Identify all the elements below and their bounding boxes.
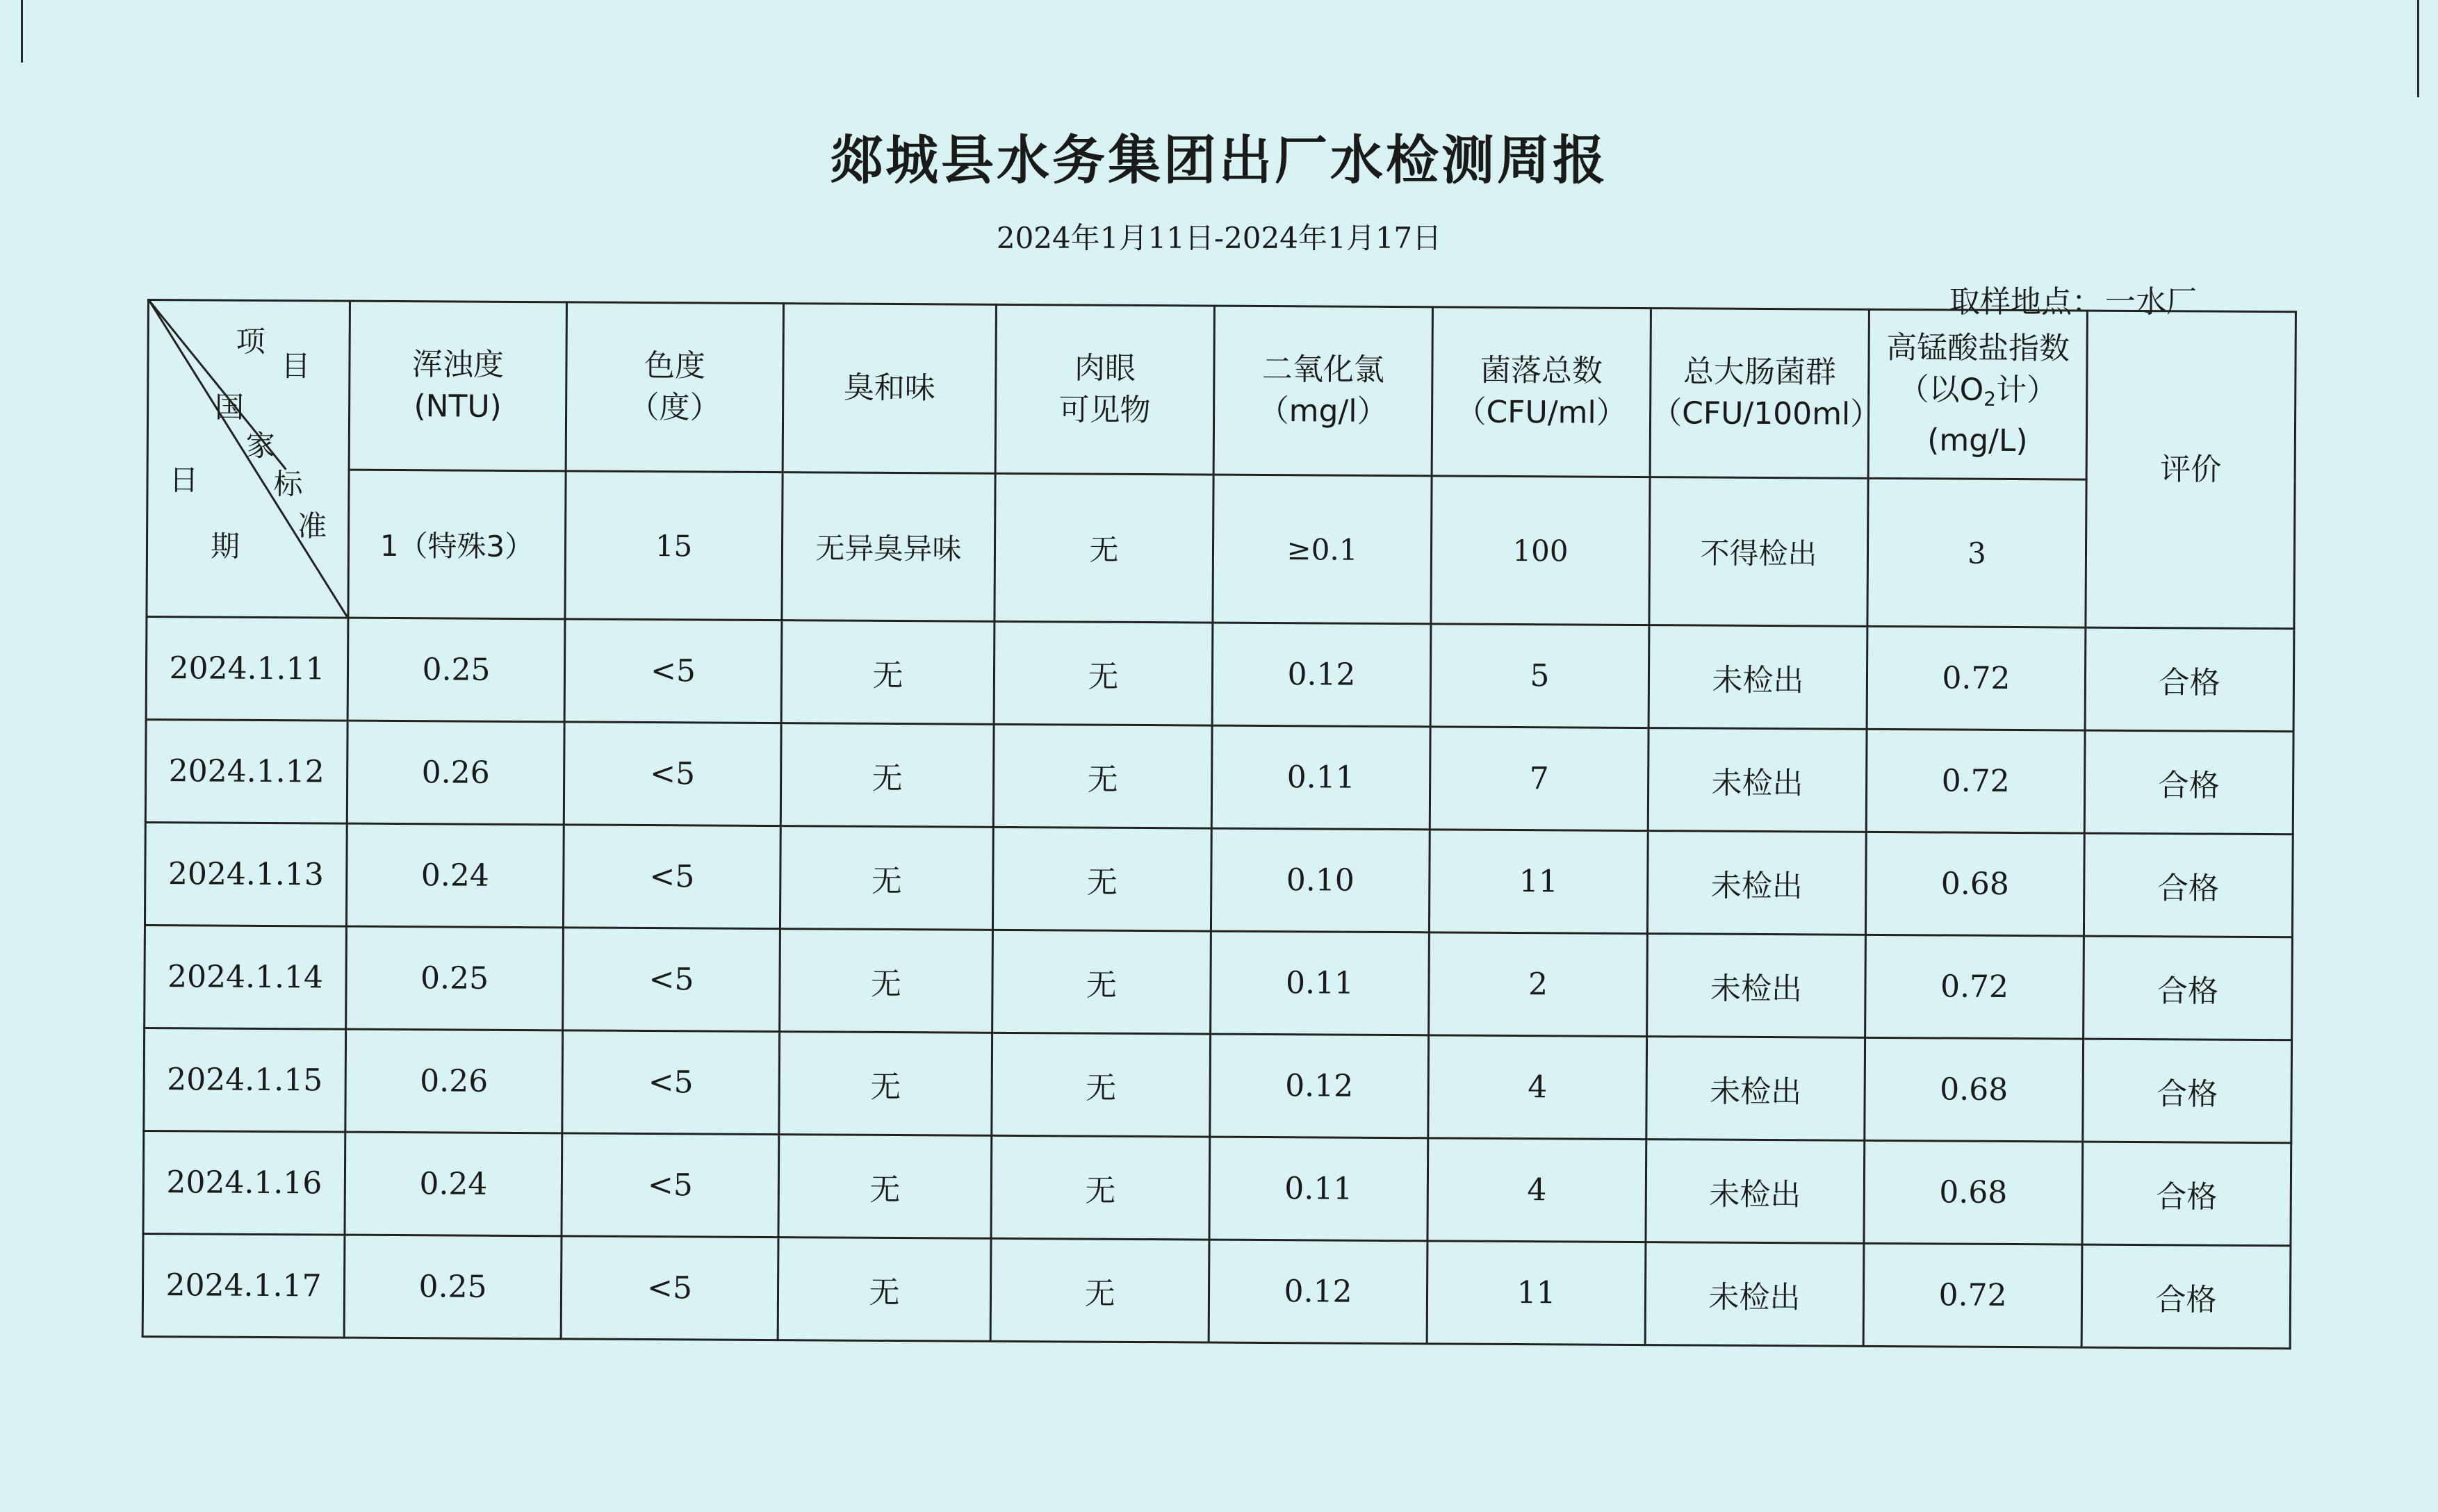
standard-color: 15: [565, 471, 783, 621]
permanganate-cell: 0.72: [1863, 1243, 2082, 1347]
total-coliform-cell: 未检出: [1648, 625, 1867, 730]
permanganate-cell: 0.72: [1866, 729, 2085, 833]
evaluation-cell: 合格: [2084, 833, 2293, 937]
chlorine-dioxide-cell: 0.11: [1209, 1137, 1428, 1241]
corner-item-char: 项: [236, 324, 265, 359]
header-turbidity: 浑浊度 (NTU): [349, 301, 566, 471]
corner-date-char: 日: [169, 463, 199, 498]
table-row: [144, 1028, 2292, 1142]
scan-edge-line: [21, 0, 23, 63]
colony-count-cell: 5: [1430, 624, 1649, 728]
turbidity-cell: 0.24: [345, 1132, 562, 1236]
header-row: [147, 300, 2296, 481]
total-coliform-cell: 未检出: [1646, 1037, 1865, 1141]
turbidity-cell: 0.24: [346, 823, 564, 928]
sampling-location-label: 取样地点：: [1949, 284, 2102, 320]
corner-standard-char: 标: [273, 467, 303, 502]
permanganate-cell: 0.72: [1865, 935, 2084, 1039]
chlorine-dioxide-cell: 0.11: [1211, 931, 1430, 1035]
header-chlorine-dioxide: 二氧化氯 （mg/l）: [1213, 306, 1432, 476]
odor-taste-cell: 无: [780, 723, 994, 828]
total-coliform-cell: 未检出: [1647, 831, 1866, 935]
date-cell: 2024.1.14: [145, 925, 347, 1029]
table-row: [146, 617, 2294, 732]
chlorine-dioxide-cell: 0.12: [1209, 1240, 1427, 1344]
color-cell: <5: [562, 1030, 780, 1135]
date-cell: 2024.1.11: [146, 617, 348, 721]
visible-matter-cell: 无: [991, 1135, 1210, 1240]
turbidity-cell: 0.26: [345, 1029, 563, 1133]
colony-count-cell: 7: [1430, 727, 1648, 831]
date-cell: 2024.1.15: [144, 1028, 346, 1132]
table-row: [143, 1131, 2291, 1245]
header-total-coliform: 总大肠菌群 （CFU/100ml）: [1650, 309, 1869, 479]
corner-standard-char: 家: [245, 428, 275, 463]
colony-count-cell: 4: [1427, 1138, 1646, 1242]
permanganate-cell: 0.68: [1865, 1037, 2084, 1142]
colony-count-cell: 2: [1429, 932, 1648, 1037]
total-coliform-cell: 未检出: [1645, 1242, 1864, 1347]
standard-permanganate-index: 3: [1867, 478, 2086, 627]
turbidity-cell: 0.25: [344, 1235, 562, 1339]
corner-header-cell: [147, 300, 350, 618]
chlorine-dioxide-cell: 0.10: [1211, 828, 1430, 932]
header-visible-matter: 肉眼 可见物: [995, 304, 1214, 475]
report-date-range: 2024年1月11日-2024年1月17日: [996, 221, 1442, 255]
evaluation-cell: 合格: [2081, 1244, 2291, 1349]
date-cell: 2024.1.17: [142, 1233, 345, 1338]
evaluation-cell: 合格: [2084, 730, 2293, 835]
table-row: [145, 822, 2293, 937]
chlorine-dioxide-cell: 0.12: [1212, 623, 1431, 727]
header-evaluation: 评价: [2086, 311, 2296, 629]
table-row: [145, 719, 2293, 834]
table-row: [145, 925, 2293, 1040]
header-permanganate-index: 高锰酸盐指数 （以O2计） (mg/L): [1868, 309, 2087, 479]
visible-matter-cell: 无: [992, 1033, 1211, 1137]
header-colony-count: 菌落总数 （CFU/ml）: [1432, 307, 1651, 477]
colony-count-cell: 11: [1427, 1241, 1646, 1345]
standard-chlorine-dioxide: ≥0.1: [1213, 475, 1432, 624]
colony-count-cell: 4: [1428, 1035, 1647, 1140]
evaluation-cell: 合格: [2082, 1142, 2291, 1246]
odor-taste-cell: 无: [780, 826, 993, 930]
date-cell: 2024.1.16: [143, 1131, 345, 1235]
corner-standard-char: 准: [297, 509, 327, 543]
odor-taste-cell: 无: [779, 1032, 992, 1136]
standard-turbidity: 1（特殊3）: [348, 470, 566, 619]
standard-row: [147, 469, 2295, 629]
chlorine-dioxide-cell: 0.11: [1211, 725, 1430, 830]
header-color: 色度 （度）: [566, 302, 783, 472]
color-cell: <5: [563, 825, 780, 929]
total-coliform-cell: 未检出: [1648, 728, 1867, 832]
header-odor-taste: 臭和味: [783, 304, 996, 474]
color-cell: <5: [562, 1133, 779, 1238]
standard-total-coliform: 不得检出: [1649, 477, 1868, 627]
evaluation-cell: 合格: [2085, 627, 2294, 732]
date-cell: 2024.1.13: [145, 822, 347, 926]
visible-matter-cell: 无: [992, 930, 1211, 1034]
odor-taste-cell: 无: [778, 1135, 992, 1239]
date-cell: 2024.1.12: [145, 719, 347, 823]
standard-visible-matter: 无: [995, 473, 1213, 623]
evaluation-cell: 合格: [2083, 1039, 2292, 1143]
odor-taste-cell: 无: [780, 929, 993, 1033]
table-row: [142, 1233, 2291, 1348]
water-quality-table: [142, 299, 2297, 1349]
total-coliform-cell: 未检出: [1647, 934, 1866, 1038]
color-cell: <5: [561, 1236, 778, 1340]
visible-matter-cell: 无: [993, 724, 1212, 828]
visible-matter-cell: 无: [990, 1238, 1209, 1342]
colony-count-cell: 11: [1429, 830, 1648, 934]
color-cell: <5: [564, 722, 781, 826]
permanganate-cell: 0.72: [1867, 626, 2086, 730]
color-cell: <5: [563, 928, 780, 1032]
turbidity-cell: 0.26: [347, 721, 564, 825]
total-coliform-cell: 未检出: [1646, 1140, 1865, 1244]
permanganate-cell: 0.68: [1865, 832, 2084, 936]
visible-matter-cell: 无: [992, 827, 1211, 931]
odor-taste-cell: 无: [781, 621, 995, 725]
corner-standard-char: 国: [214, 390, 245, 425]
permanganate-cell: 0.68: [1864, 1140, 2083, 1244]
color-cell: <5: [564, 619, 782, 723]
corner-date-char: 期: [210, 529, 240, 564]
visible-matter-cell: 无: [994, 621, 1213, 725]
scan-edge-line: [2417, 0, 2419, 97]
odor-taste-cell: 无: [778, 1238, 991, 1342]
evaluation-cell: 合格: [2084, 936, 2293, 1040]
turbidity-cell: 0.25: [346, 926, 564, 1030]
sampling-location-value: 一水厂: [2105, 284, 2197, 320]
chlorine-dioxide-cell: 0.12: [1210, 1034, 1429, 1138]
standard-colony-count: 100: [1431, 476, 1650, 625]
standard-odor-taste: 无异臭异味: [782, 472, 995, 622]
report-title: 郯城县水务集团出厂水检测周报: [830, 129, 1608, 191]
corner-item-char: 目: [281, 349, 311, 384]
turbidity-cell: 0.25: [347, 618, 565, 722]
